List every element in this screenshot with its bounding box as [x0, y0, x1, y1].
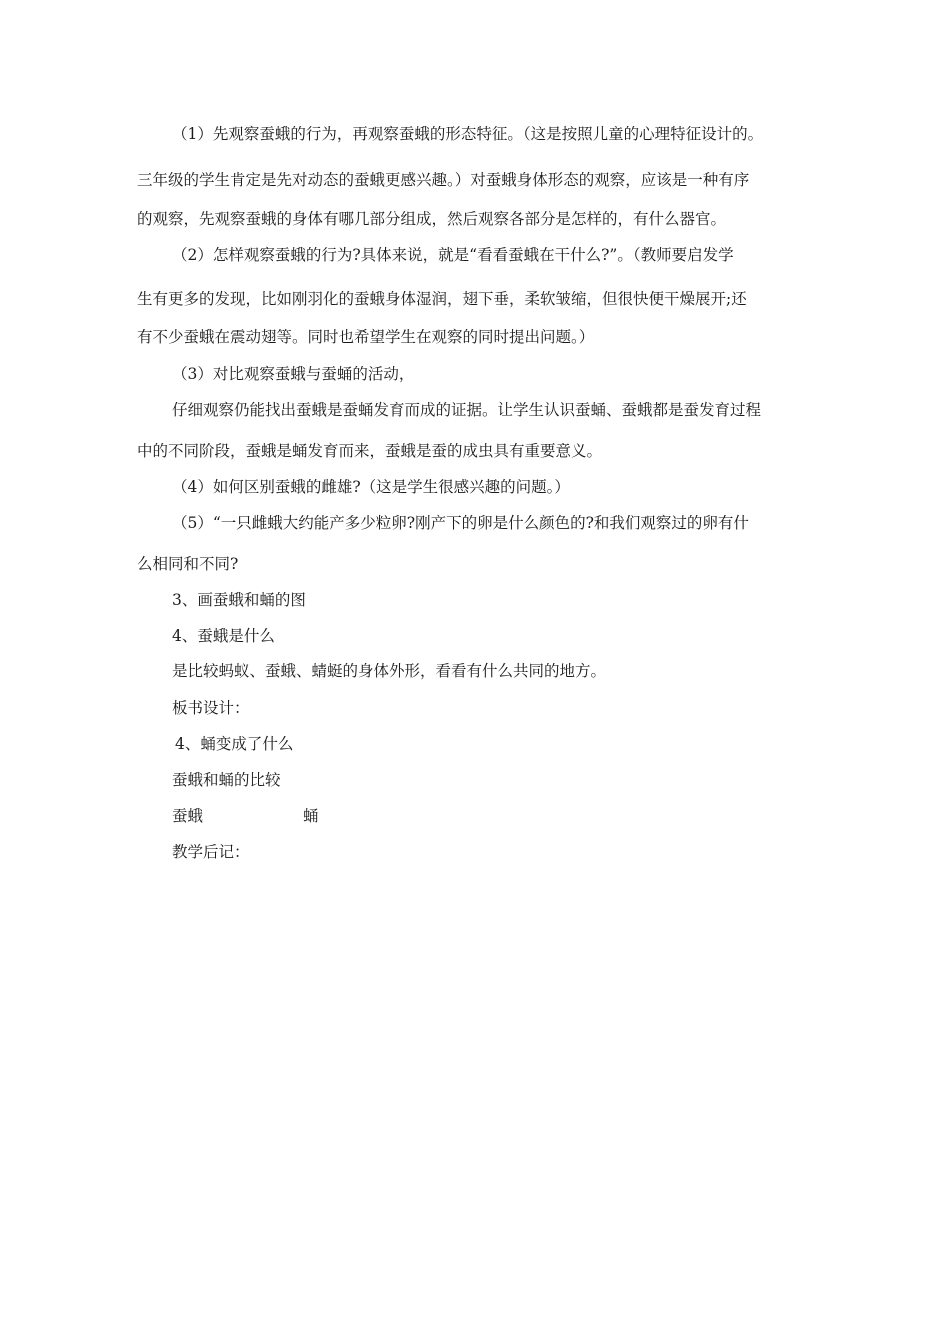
- teaching-notes-heading: 教学后记：: [172, 843, 250, 861]
- paragraph-2-line-2: 生有更多的发现，比如刚羽化的蚕蛾身体湿润，翅下垂，柔软皱缩，但很快便干燥展开;还: [137, 290, 747, 308]
- paragraph-2-line-3: 有不少蚕蛾在震动翅等。同时也希望学生在观察的同时提出问题。）: [137, 328, 595, 346]
- paragraph-3-line-1: （3）对比观察蚕蛾与蚕蛹的活动，: [172, 365, 415, 383]
- paragraph-2-line-1: （2）怎样观察蚕蛾的行为?具体来说，就是“看看蚕蛾在干什么?”。（教师要启发学: [172, 246, 734, 264]
- board-design-heading: 板书设计：: [172, 699, 250, 717]
- paragraph-9: 是比较蚂蚁、蚕蛾、蜻蜓的身体外形，看看有什么共同的地方。: [172, 662, 607, 680]
- paragraph-1-line-3: 的观察，先观察蚕蛾的身体有哪几部分组成，然后观察各部分是怎样的，有什么器官。: [137, 210, 727, 228]
- comparison-right-label: 蛹: [303, 807, 319, 825]
- board-design-subtitle: 蚕蛾和蛹的比较: [172, 771, 281, 789]
- paragraph-4-line-1: 仔细观察仍能找出蚕蛾是蚕蛹发育而成的证据。让学生认识蚕蛹、蚕蛾都是蚕发育过程: [172, 401, 762, 419]
- paragraph-7: 3、画蚕蛾和蛹的图: [172, 591, 306, 609]
- paragraph-6-line-2: 么相同和不同?: [137, 555, 239, 573]
- comparison-left-label: 蚕蛾: [172, 807, 204, 825]
- paragraph-1-line-2: 三年级的学生肯定是先对动态的蚕蛾更感兴趣。）对蚕蛾身体形态的观察，应该是一种有序: [137, 171, 750, 189]
- paragraph-8: 4、蚕蛾是什么: [172, 627, 275, 645]
- paragraph-6-line-1: （5）“一只雌蛾大约能产多少粒卵?刚产下的卵是什么颜色的?和我们观察过的卵有什: [172, 514, 749, 532]
- board-design-comparison-row: [172, 806, 319, 826]
- board-design-title: 4、蛹变成了什么: [175, 735, 294, 753]
- paragraph-5-line-1: （4）如何区别蚕蛾的雌雄?（这是学生很感兴趣的问题。）: [172, 478, 570, 496]
- paragraph-1-line-1: （1）先观察蚕蛾的行为，再观察蚕蛾的形态特征。（这是按照儿童的心理特征设计的。: [172, 125, 764, 143]
- paragraph-4-line-2: 中的不同阶段，蚕蛾是蛹发育而来，蚕蛾是蚕的成虫具有重要意义。: [137, 442, 603, 460]
